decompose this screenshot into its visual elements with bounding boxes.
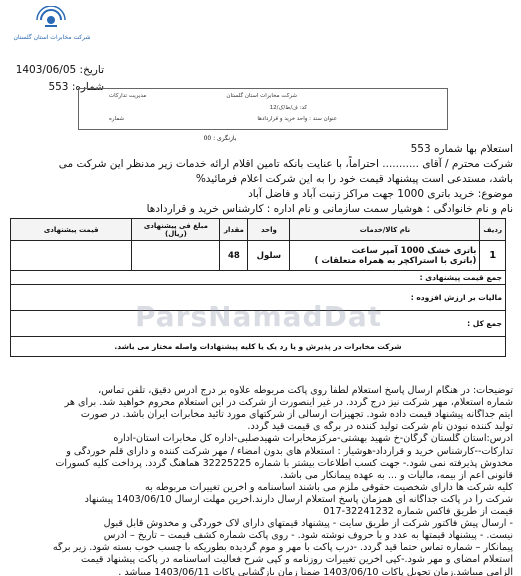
subject-line: موضوع: خرید باتری 1000 جهت مراکز زنبت آباد و فاضل آباد: [248, 188, 513, 200]
footer-line: - ارسال پیش فاکتور شرکت از طریق سایت - پیشنهاد قیمتهای دارای لاک خوردگی و مخدوش قابل قبول: [103, 518, 513, 530]
cell-unit: سلول: [248, 241, 290, 271]
item-name-line-2: (باتری با استراکچر به همراه متعلقات ): [314, 255, 477, 266]
vat-label: مالیات بر ارزش افزوده :: [11, 285, 506, 311]
form-number-label: شماره: [109, 116, 125, 122]
items-table: [10, 218, 506, 357]
total-offer-row: [11, 271, 506, 285]
form-header: [78, 88, 448, 130]
cell-item-name: [290, 241, 480, 271]
telecom-company-logo-icon: [36, 6, 66, 34]
cell-offer-price[interactable]: [11, 241, 132, 271]
company-logo: [8, 6, 96, 46]
footer-line: شرکت را در پاکت جداگانه ای همزمان پاسخ استعلام ارسال دارند.آخرین مهلت ارسال 1403/06/10 پیشنهاد: [84, 493, 513, 505]
footer-line: الزامی میباشد.زمان تحویل پاکات 1403/06/10 ضمناً زمان بازگشایی پاکات 1403/06/11 میباشد .: [118, 566, 513, 576]
logo-caption: شرکت مخابرات استان گلستان: [13, 34, 91, 41]
footer-line: نیست. - پیشنهاد قیمتها به عدد و با حروف نوشته شود. - روی پاکت شماره کشف قیمت – تاریخ – آدرس: [103, 530, 513, 542]
footer-line: مخدوش پذیرفته نمی شود.- جهت کسب اطلاعات بیشتر با شماره 32225225 هماهنگ گردد. پرداخت کلیه کسورات: [55, 457, 513, 469]
inquiry-title: استعلام بها شماره 553: [410, 143, 513, 155]
footer-line: آدرس:استان گلستان گرگان-خ شهید بهشتی-مرکزمخابرات شهیدصلبی-اداره کل مخابرات استان-اداره: [113, 433, 513, 445]
note-row: [11, 337, 506, 357]
contact-line: نام و نام خانوادگی : هوشیار سمت سازمانی و نام اداره : کارشناس خرید و قراردادها: [146, 203, 513, 215]
item-name-line-1: باتری خشک 1000 آمپر ساعت: [351, 245, 477, 256]
cell-unit-price[interactable]: [132, 241, 220, 271]
total-offer-label: جمع قیمت پیشنهادی :: [11, 271, 506, 285]
footer-line: قیمت از طریق فاکس شماره 32241232-017: [323, 506, 513, 517]
header-unit: واحد: [248, 219, 290, 241]
form-revision: بازنگری : 00: [203, 135, 237, 142]
footer-line: آیتم جداگانه پیشنهاد قیمت داده شود. تجهیزات ارسالی از شرکتهای مورد تائید مخابرات ایران باشد. در صورت: [80, 409, 513, 421]
intro-line-2: باشد، مستدعی است پیشنهاد قیمت خود را به این شرکت اعلام فرمائید%: [195, 173, 513, 185]
form-title: عنوان سند : واحد خرید و قراردادها: [257, 116, 337, 122]
form-code: کد: ف/ط/ک/12: [269, 105, 307, 111]
document-date: تاریخ: 1403/06/05: [15, 64, 104, 76]
footer-line: قانونی اعم از بیمه، مالیات و ... به عهده پیمانکار می باشد.: [280, 469, 513, 481]
form-company: شرکت مخابرات استان گلستان: [226, 93, 297, 99]
intro-line-1: شرکت محترم / آقای ........... احتراماً، با عنایت بانکه تامین اقلام ارائه خدمات زیر مدنظر این شرکت می: [58, 158, 513, 170]
footer-line: کلیه شرکت ها دارای شخصیت حقوقی ملزم می باشند اساسنامه و آخرین تغییرات مربوطه به: [145, 481, 513, 493]
document-number: شماره: 553: [48, 81, 104, 93]
cell-quantity: 48: [220, 241, 248, 271]
header-quantity: مقدار: [220, 219, 248, 241]
form-management: مدیریت تدارکات: [109, 93, 147, 99]
table-row: [11, 241, 506, 271]
table-header-row: [11, 219, 506, 241]
footer-line: پیمانکار – شماره تماس حتماً قید گردد. -درب پاکت با مهر و موم گردیده بطوریکه با چسب خوب بسته شود. زیر برگه: [52, 542, 513, 554]
header-item-name: نام کالا/خدمات: [290, 219, 480, 241]
footer-line: تدارکات--کارشناس خرید و قرارداد-هوشیار : استعلام های بدون امضاء / مهر شرکت کننده و دارای قلم خوردگی و: [66, 445, 513, 457]
footer-line: توضیحات: در هنگام ارسال پاسخ استعلام لطفاً روی پاکت مربوطه علاوه بر درج آدرس دقیق، تلفن تماس،: [98, 385, 513, 396]
header-offer-price: قیمت پیشنهادی: [11, 219, 132, 241]
footer-line: استعلام امضای و مهر شود.-کپی آخرین تغییرات روزنامه و کپی شرح فعالیت اساسنامه در پاکت پیشنهاد قیمت: [80, 554, 513, 566]
grand-total-label: جمع کل :: [11, 311, 506, 337]
footer-line: تولید کننده نبودن نام شرکت تولید کننده در برگه ی قیمت قید گردد.: [247, 421, 513, 433]
header-unit-price: مبلغ فی پیشنهادی (ریال): [132, 219, 220, 241]
cell-row-number: 1: [480, 241, 506, 271]
footer-line: شماره استعلام، مهر شرکت نیز درج گردد. در غیر اینصورت از شرکت در این استعلام محروم خواهید شد. برای هر: [64, 397, 513, 409]
header-row-number: ردیف: [480, 219, 506, 241]
acceptance-note: شرکت مخابرات در پذیرش و یا رد یک یا کلیه پیشنهادات واصله مختار می باشد.: [11, 337, 506, 357]
watermark: ParsNamadDat: [135, 300, 383, 333]
